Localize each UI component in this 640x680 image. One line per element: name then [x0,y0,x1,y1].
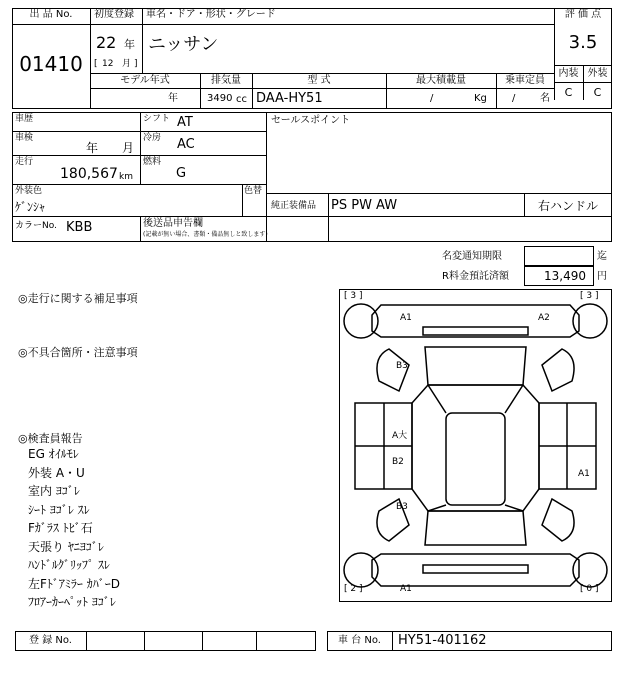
name-change-label: 名変通知期限 [442,251,502,262]
report-line: 天張り ﾔﾆﾖｺﾞﾚ [28,539,104,554]
post-docs-note: (記載が無い場合、書類・備品無しと致します) [143,231,268,238]
mileage-label: 走行 [15,157,34,167]
car-diagram-drawing [339,289,612,602]
exterior-color-label: 外装色 [15,186,43,196]
lot-number: 01410 [19,52,83,76]
mark-b3-top: B3 [396,361,408,371]
inspection-label: 車検 [15,133,34,143]
max-load-label: 最大積載量 [416,75,466,86]
displacement-label: 排気量 [211,75,241,86]
mark-a2-front: A2 [538,313,550,323]
chassis-label: 車 台 No. [338,635,381,646]
color-no-label: カラーNo. [15,221,57,231]
model-year-unit: 年 [168,93,178,104]
year-char: 年 [124,38,135,51]
exterior-grade: C [593,86,602,99]
report-line: ﾊﾝﾄﾞﾙｸﾞﾘｯﾌﾟ ｽﾚ [28,558,110,572]
report-line: Fｶﾞﾗｽ ﾄﾋﾞ石 [28,521,93,535]
model-type: DAA-HY51 [256,91,323,106]
model-type-label: 型 式 [307,75,331,86]
wheel-bl-label: [ 2 ] [344,584,363,594]
inspector-report-heading: ◎検査員報告 [18,432,83,445]
model-year-label: モデル年式 [120,75,170,86]
mark-b2: B2 [392,457,404,467]
name-change-box [524,246,594,266]
equipment-label: 純正装備品 [271,201,317,211]
mileage-unit: km [119,172,133,182]
wheel-br-label: [ 0 ] [580,584,599,594]
sales-points-label: セールスポイント [271,115,351,126]
exterior-label: 外装 [587,68,608,79]
ac-label: 冷房 [143,133,162,143]
chassis-value: HY51-401162 [398,633,487,648]
first-reg-year: 22 [96,33,117,52]
recycle-label: R料金預託済額 [442,271,509,282]
max-load-unit: Kg [474,93,487,104]
reg-no-label: 登 録 No. [29,635,72,646]
report-line: 外装 A・U [28,465,85,480]
displacement-value: 3490 [207,93,233,104]
exterior-color: ｹﾞﾝｼｬ [15,200,46,214]
car-name-label: 車名・ドア・形状・グレード [146,9,276,20]
capacity-unit: 名 [540,93,550,104]
wheel-tl-label: [ 3 ] [344,291,363,301]
fuel-label: 燃料 [143,157,162,167]
report-line: EG ｵｲﾙﾓﾚ [28,447,79,461]
report-line: ｼｰﾄ ﾖｺﾞﾚ ｽﾚ [28,502,90,517]
capacity-slash: / [512,93,516,104]
mark-b3-bottom: B3 [396,502,408,512]
first-reg-label: 初度登録 [94,9,134,20]
shift-label: シフト [143,114,171,124]
car-name: ニッサン [148,34,219,55]
interior-label: 内装 [558,68,579,79]
mark-a1-rear: A1 [400,584,412,594]
inspection-year: 年 [86,141,99,155]
displacement-unit: cc [236,94,247,105]
name-change-unit: 迄 [597,251,607,262]
fuel-value: G [176,166,187,181]
interior-grade: C [564,86,573,99]
steering-value: 右ハンドル [537,199,598,213]
max-load-slash: / [430,93,434,104]
month-char: 月 [122,59,132,69]
report-line: 左Fﾄﾞｱﾐﾗｰ ｶﾊﾞｰD [28,576,120,591]
recycle-unit: 円 [597,271,607,282]
defects-heading: ◎不具合箇所・注意事項 [18,346,138,359]
color-no: KBB [66,220,93,235]
ac-value: AC [177,137,195,152]
mark-a-dai: A大 [392,431,408,441]
mark-a1-right: A1 [578,469,590,479]
rating-value: 3.5 [568,32,598,53]
capacity-label: 乗車定員 [505,75,545,86]
post-docs-label: 後送品申告欄 [143,218,203,229]
equipment-value: PS PW AW [331,198,398,213]
shift-value: AT [177,115,193,130]
report-line: 室内 ﾖｺﾞﾚ [28,484,80,498]
recycle-value: 13,490 [544,269,586,283]
wheel-tr-label: [ 3 ] [580,291,599,301]
mark-a1-front: A1 [400,313,412,323]
inspection-month: 月 [122,141,135,155]
report-line: ﾌﾛｱｰｶｰﾍﾟｯﾄ ﾖｺﾞﾚ [28,595,116,609]
lot-label: 出 品 No. [29,9,73,20]
mileage-value: 180,567 [60,166,118,182]
first-reg-month: 12 [102,59,114,69]
driving-notes-heading: ◎走行に関する補足事項 [18,292,138,305]
history-label: 車歴 [15,114,34,124]
repaint-label: 色替 [244,186,263,196]
rating-label: 評 価 点 [564,9,602,20]
